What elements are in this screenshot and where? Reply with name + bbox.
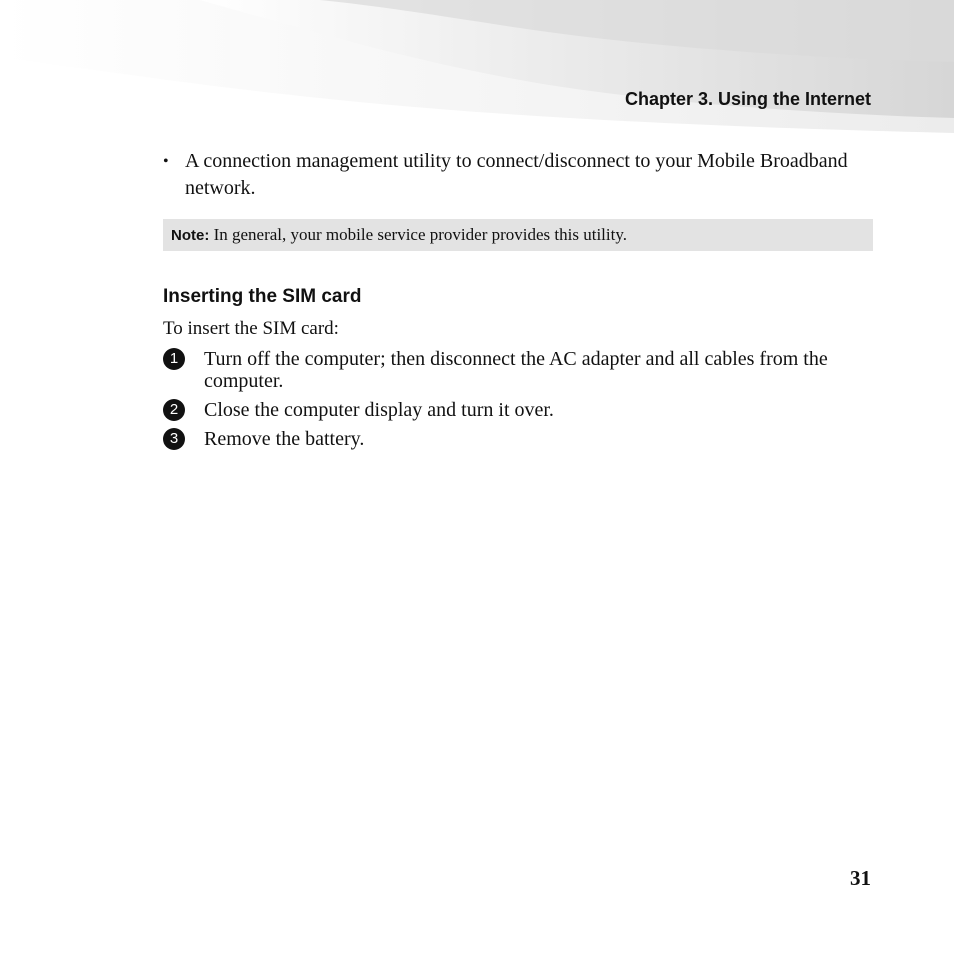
bullet-icon: • [163,153,169,170]
section-heading: Inserting the SIM card [163,286,362,307]
step-number-icon: 2 [163,399,185,421]
chapter-title: Chapter 3. Using the Internet [624,89,871,109]
step-text: Remove the battery. [204,428,365,450]
note-box [163,219,873,251]
note-label: Note: [171,227,210,244]
note-text: In general, your mobile service provider provides this utility. [213,225,627,244]
step-text: Close the computer display and turn it over. [204,399,554,421]
bullet-item [163,148,873,202]
step-number-icon: 1 [163,348,185,370]
step-item [163,428,873,450]
step-text: Turn off the computer; then disconnect the AC adapter and all cables from the computer. [204,348,828,392]
step-item [163,348,873,392]
step-number-icon: 3 [163,428,185,450]
section-intro: To insert the SIM card: [163,318,339,339]
step-item [163,399,873,421]
step-list [163,348,873,457]
bullet-text: A connection management utility to connect/disconnect to your Mobile Broadband network. [185,150,848,199]
header-swoosh-decoration [0,0,954,140]
bullet-list [163,148,873,202]
page-number: 31 [850,866,871,890]
